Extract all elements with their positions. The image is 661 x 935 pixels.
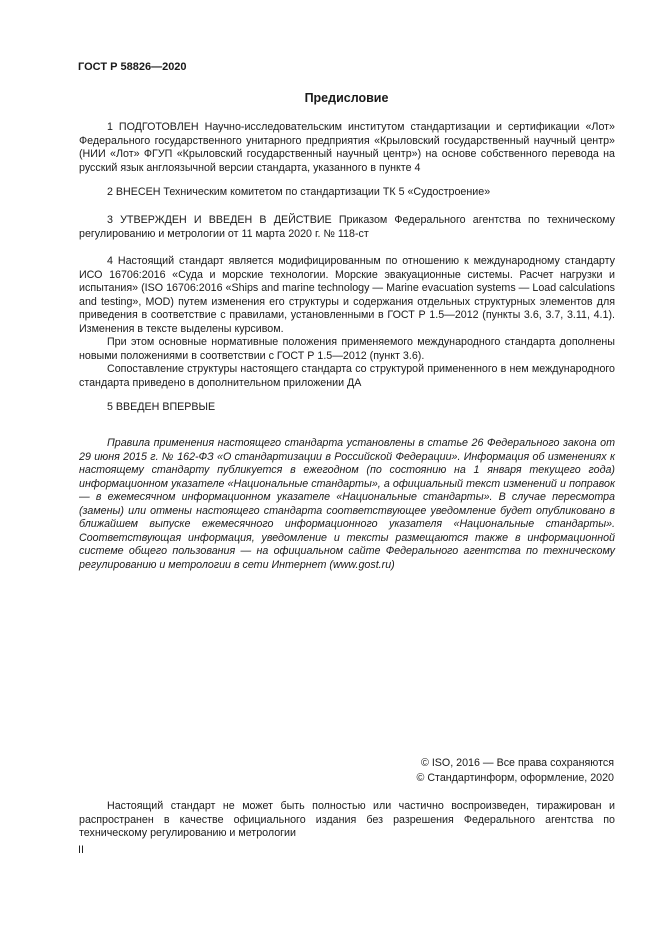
item-4-paragraph-3: Сопоставление структуры настоящего стандарта со структурой примененного в нем международного стандарта приведено в дополнительном приложении ДА	[79, 363, 615, 389]
item-5-text: 5 ВВЕДЕН ВПЕРВЫЕ	[107, 401, 216, 413]
item-1	[79, 121, 615, 175]
page-number: II	[78, 844, 84, 856]
item-4	[79, 255, 615, 390]
item-2	[79, 186, 615, 200]
item-3	[79, 214, 615, 241]
item-4-paragraph-2: При этом основные нормативные положения применяемого международного стандарта дополнены новыми положениями в соответствии с ГОСТ Р 1.5—2012 (пункт 3.6).	[79, 336, 615, 362]
item-3-text: 3 УТВЕРЖДЕН И ВВЕДЕН В ДЕЙСТВИЕ Приказом Федерального агентства по техническому регулированию и метрологии от 11 марта 2020 г. № 118-ст	[79, 214, 615, 240]
document-id: ГОСТ Р 58826—2020	[78, 61, 187, 73]
item-5	[79, 401, 615, 415]
application-rules-notice: Правила применения настоящего стандарта установлены в статье 26 Федерального закона от 29 июня 2015 г. № 162-ФЗ «О стандартизации в Российской Федерации». Информация об изменениях к настоящему стандарту публикуется в ежегодном (по состоянию на 1 января текущего года) информационном указателе «Национальные стандарты», а официальный текст изменений и поправок — в ежемесячном информационном указателе «Национальные стандарты». В случае пересмотра (замены) или отмены настоящего стандарта соответствующее уведомление будет опубликовано в ближайшем выпуске ежемесячного информационного указателя «Национальные стандарты». Соответствующая информация, уведомление и тексты размещаются также в информационной системе общего пользования — на официальном сайте Федерального агентства по техническому регулированию и метрологии в сети Интернет (www.gost.ru)	[79, 437, 615, 571]
item-1-text: 1 ПОДГОТОВЛЕН Научно-исследовательским институтом стандартизации и сертификации «Лот» Федерального государственного унитарного предприятия «Крыловский государственный научный центр» (НИИ «Лот» ФГУП «Крыловский государственный научный центр») на основе собственного перевода на русский язык англоязычной версии стандарта, указанного в пункте 4	[79, 121, 615, 174]
reproduction-notice	[79, 800, 615, 841]
copyright-standartinform: © Стандартинформ, оформление, 2020	[416, 772, 614, 784]
item-4-text: 4 Настоящий стандарт является модифицированным по отношению к международному стандарту ИСО 16706:2016 «Суда и морские технологии. Морские эвакуационные системы. Расчет нагрузки и испытания» (ISO 16706:2016 «Ships and marine technology — Marine evacuation systems — Load calculations and testing», MOD) путем изменения его структуры и содержания отдельных структурных элементов для приведения в соответствие с правилами, установленными в ГОСТ Р 1.5—2012 (пункты 3.6, 3.7, 3.11, 4.1). Изменения в тексте выделены курсивом.	[79, 255, 615, 335]
reproduction-notice-text: Настоящий стандарт не может быть полностью или частично воспроизведен, тиражирован и распространен в качестве официального издания без разрешения Федерального агентства по техническому регулированию и метрологии	[79, 800, 615, 839]
section-title: Предисловие	[304, 91, 389, 105]
copyright-iso: © ISO, 2016 — Все права сохраняются	[420, 757, 614, 769]
item-2-text: 2 ВНЕСЕН Техническим комитетом по стандартизации ТК 5 «Судостроение»	[107, 186, 491, 198]
